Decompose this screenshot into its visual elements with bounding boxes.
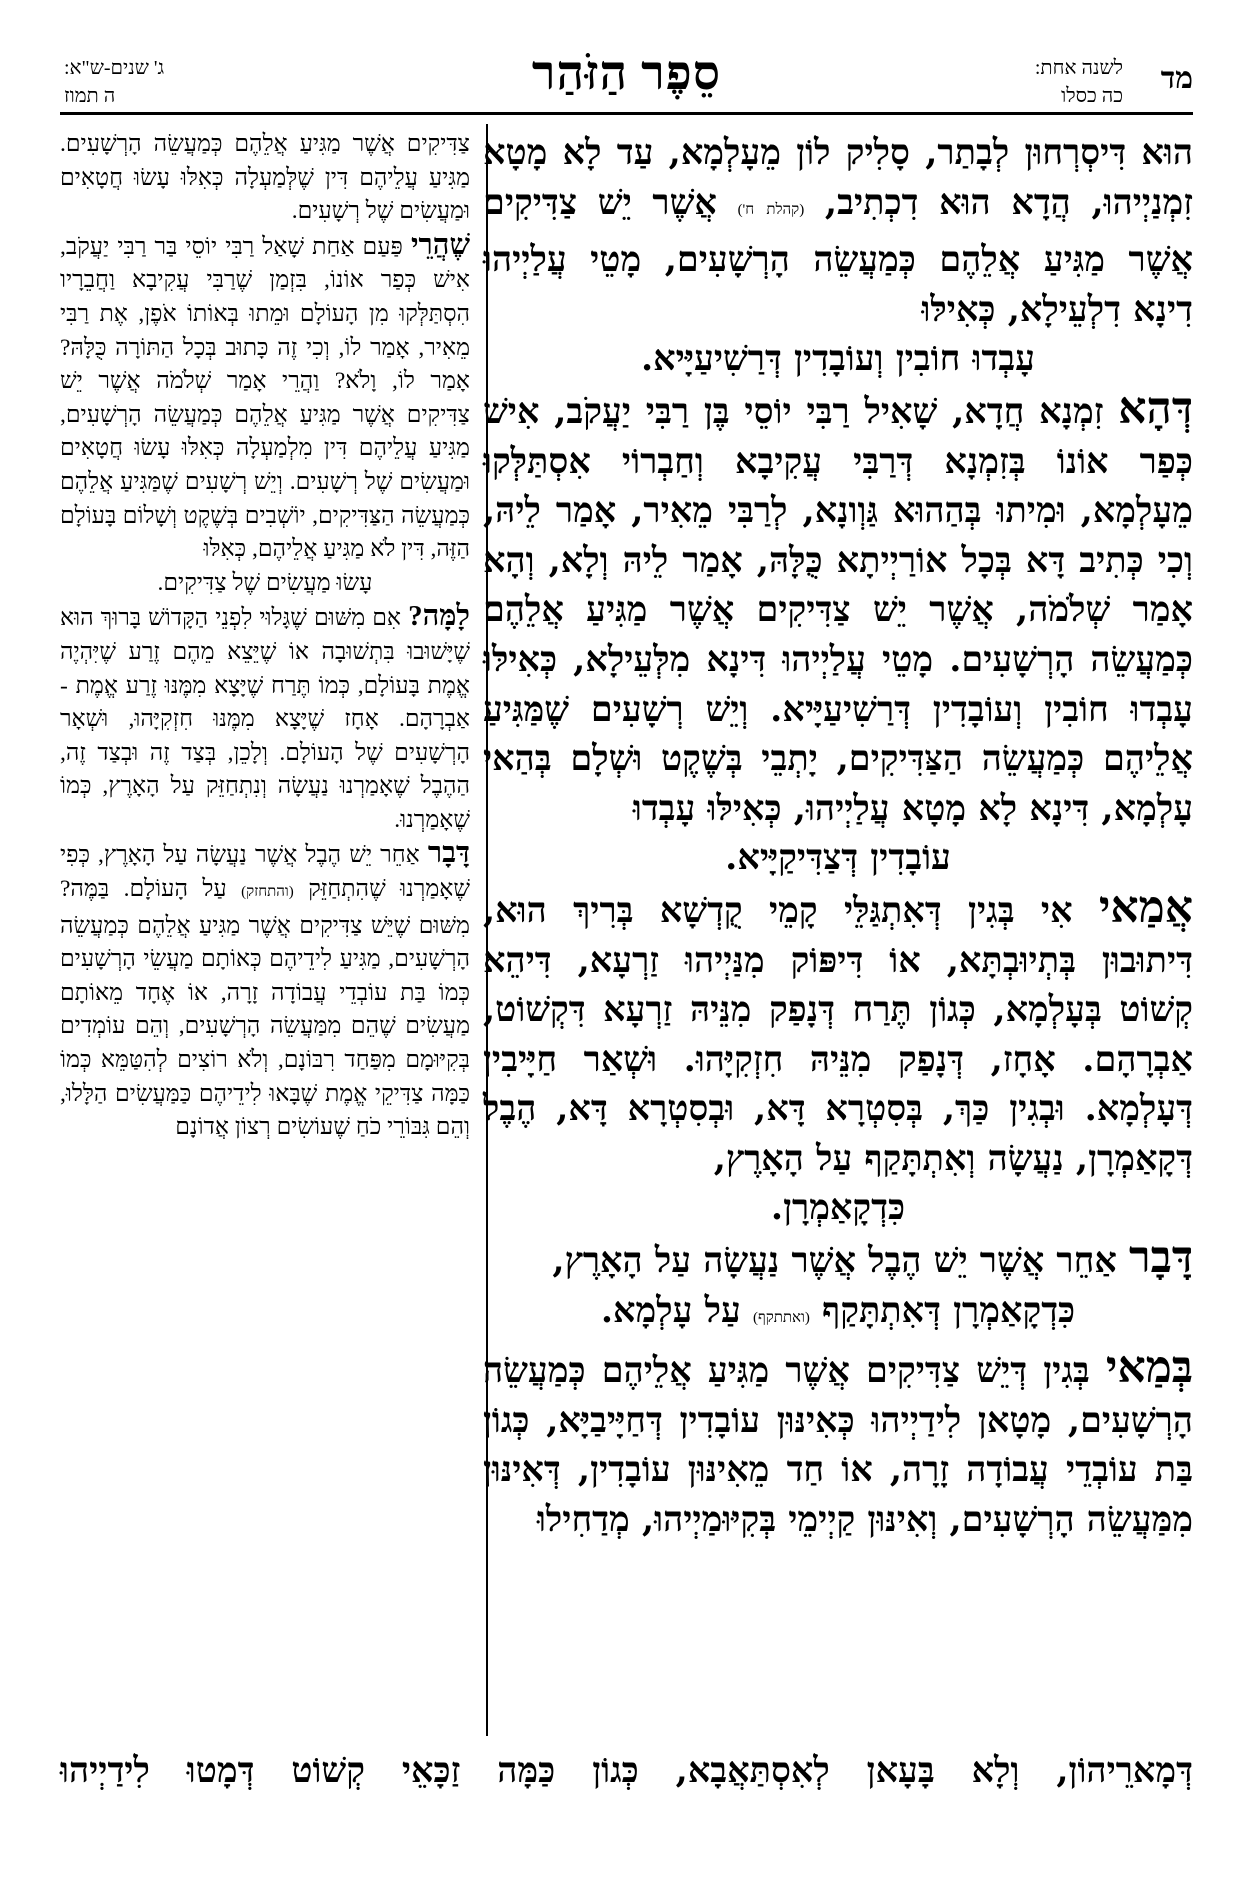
lead-word: דָּבָר bbox=[1129, 1232, 1193, 1284]
lead-word: לָמָּה? bbox=[408, 600, 470, 633]
side-text: עַל הָעוֹלָם. בַּמֶּה? מִשּׁוּם שֶׁיֵּשׁ צַדִּיקִים אֲשֶׁר מַגִּיעַ אֲלֵהֶם כְּמַעֲשֵׂה הָרְשָׁעִים, מַגִּיעַ לִידֵיהֶם כְּאוֹתָם מַעֲשֵׂי הָרְשָׁעִים כְּמוֹ בַּת עוֹבְדֵי עֲבוֹדָה זָרָה, אוֹ אֶחָד מֵאוֹתָם מַעֲשִׂים שֶׁהֵם מִמַּעֲשֵׂה הָרְשָׁעִים, וְהֵם עוֹמְדִים בְּקִיּוּמָם מִפַּחַד רִבּוֹנָם, וְלֹא רוֹצִים לְהִטַּמֵּא כְּמוֹ כַּמָּה צַדִּיקֵי אֱמֶת שֶׁבָּאוּ לִידֵיהֶם כַּמַּעֲשִׂים הַלָּלוּ, וְהֵם גִּבּוֹרֵי כֹחַ שֶׁעוֹשִׂים רְצוֹן אֲדוֹנָם bbox=[60, 876, 470, 1141]
schedule-label: לשנה אחת: bbox=[1034, 57, 1123, 79]
schedule-date: כה כסלו bbox=[1061, 85, 1123, 107]
main-paragraph bbox=[483, 128, 1193, 334]
lead-word: שֶׁהֲרֵי bbox=[410, 228, 470, 261]
main-text: אִי בְּגִין דְּאִתְגַּלֵּי קָמֵי קֻדְשָׁא בְּרִיךְ הוּא, דִּיתוּבוּן בְּתְיוּבְתָּא, אוֹ דִּיפּוֹק מִנַּיְיהוּ זַרְעָא, דִּיהֵא קְשׁוֹט בְּעָלְמָא, כְּגוֹן תֶּרַח דְּנָפַק מִנֵּיהּ זַרְעָא דִּקְשׁוֹט, אַבְרָהָם. אָחָז, דְּנָפַק מִנֵּיהּ חִזְקִיָּהוּ. וּשְׁאַר חַיָּיבִין דְּעָלְמָא. וּבְגִין כַּךְ, בְּסִטְרָא דָּא, וּבְסִטְרָא דָּא, הֶבֶל דְּקָאַמְרָן, נַעֲשָׂה וְאִתְתָּקַף עַל הָאָרֶץ, bbox=[483, 889, 1193, 1179]
reading-schedule-three-years bbox=[64, 54, 164, 110]
book-title: סֵפֶר הַזֹּהַר bbox=[531, 47, 722, 100]
verse-reference: (קהלת ח') bbox=[737, 201, 805, 218]
side-paragraph-end: עָשׂוּ מַעֲשִׂים שֶׁל צַדִּיקִים. bbox=[157, 569, 373, 596]
main-text: כִּדְקָאַמְרָן דְּאִתְתָּקַף bbox=[822, 1289, 1076, 1331]
side-paragraph bbox=[60, 229, 470, 567]
main-paragraph-end: עָבְדוּ חוֹבִין וְעוֹבָדִין דְּרַשִׁיעַיָּיא. bbox=[641, 338, 1035, 380]
main-paragraph-end: כִּדְקָאַמְרָן. bbox=[770, 1187, 906, 1229]
main-paragraph bbox=[483, 384, 1193, 833]
main-text: עַל עָלְמָא. bbox=[600, 1289, 741, 1331]
schedule-date: ה תמוז bbox=[64, 85, 116, 107]
side-text: אִם מִשּׁוּם שֶׁגָּלוּי לִפְנֵי הַקָּדוֹשׁ בָּרוּךְ הוּא שֶׁיָּשׁוּבוּ בִּתְשׁוּבָה אוֹ שֶׁיֵּצֵא מֵהֶם זֶרַע שֶׁיִּהְיֶה אֱמֶת בָּעוֹלָם, כְּמוֹ תֶּרַח שֶׁיָּצָא מִמֶּנּוּ זֶרַע אֱמֶת - אַבְרָהָם. אָחָז שֶׁיָּצָא מִמֶּנּוּ חִזְקִיָּהוּ, וּשְׁאָר הָרְשָׁעִים שֶׁל הָעוֹלָם. וְלָכֵן, בְּצַד זֶה וּבְצַד זֶה, הַהֶבֶל שֶׁאָמַרְנוּ נַעֲשָׂה וְנִתְחַזֵּק עַל הָאָרֶץ, כְּמוֹ שֶׁאָמַרְנוּ. bbox=[60, 605, 470, 833]
side-text: פַּעַם אַחַת שָׁאַל רַבִּי יוֹסֵי בַּר רַבִּי יַעֲקֹב, אִישׁ כְּפַר אוֹנוֹ, בִּזְמַן שֶׁרַבִּי עֲקִיבָא וַחֲבֵרָיו הִסְתַּלְּקוּ מִן הָעוֹלָם וּמֵתוּ בְּאוֹתוֹ אֹפֶן, אֶת רַבִּי מֵאִיר, אָמַר לוֹ, וְכִי זֶה כָּתוּב בְּכָל הַתּוֹרָה כֻּלָּהּ? אָמַר לוֹ, וָלֹא? וַהֲרֵי אָמַר שְׁלֹמֹה אֲשֶׁר יֵשׁ צַדִּיקִים אֲשֶׁר מַגִּיעַ אֲלֵהֶם כְּמַעֲשֵׂה הָרְשָׁעִים, מַגִּיעַ עֲלֵיהֶם דִּין מִלְמַעְלָה כְּאִלּוּ עָשׂוּ חֲטָאִים וּמַעֲשִׂים שֶׁל רְשָׁעִים. וְיֵשׁ רְשָׁעִים שֶׁמַּגִּיעַ אֲלֵהֶם כְּמַעֲשֵׂה הַצַּדִּיקִים, יוֹשְׁבִים בְּשֶׁקֶט וְשָׁלוֹם בָּעוֹלָם הַזֶּה, דִּין לֹא מַגִּיעַ אֲלֵיהֶם, כְּאִלּוּ bbox=[60, 233, 470, 563]
page-number: מד bbox=[1160, 62, 1193, 95]
lead-word: אֲמַאי bbox=[1098, 881, 1193, 933]
schedule-label: ג' שנים-ש"א: bbox=[64, 57, 165, 79]
side-paragraph bbox=[60, 837, 470, 1144]
lead-word: בְּמַאי bbox=[1105, 1342, 1193, 1394]
main-paragraph bbox=[483, 1343, 1193, 1544]
main-paragraph-end bbox=[483, 1286, 1193, 1344]
lead-word: דְּהָא bbox=[1118, 382, 1194, 434]
side-text: אַחֵר יֵשׁ הֶבֶל אֲשֶׁר נַעֲשָׂה עַל הָאָרֶץ, כְּפִי שֶׁאָמַרְנוּ שֶׁהִתְחַזֵּק bbox=[60, 842, 470, 903]
aramaic-column bbox=[483, 128, 1193, 1545]
variant-reading: (והתחזק) bbox=[241, 884, 294, 901]
main-text: הוּא דִּיסְרְחוּן לְבָתַר, סָלִיק לוֹן מֵעָלְמָא, עַד לָא מָטָא זִמְנַיְיהוּ, הֲדָא הוּא דִכְתִיב, bbox=[483, 132, 1193, 223]
variant-reading: (ואתתקף) bbox=[752, 1309, 810, 1326]
side-paragraph: צַדִּיקִים אֲשֶׁר מַגִּיעַ אֲלֵהֶם כְּמַעֲשֵׂה הָרְשָׁעִים. מַגִּיעַ עֲלֵיהֶם דִּין שֶׁלְּמַעְלָה כְּאִלּוּ עָשׂוּ חֲטָאִים וּמַעֲשִׂים שֶׁל רְשָׁעִים. bbox=[60, 131, 470, 225]
lead-word: דָּבָר bbox=[427, 837, 470, 870]
main-paragraph bbox=[483, 1233, 1193, 1286]
full-width-bottom-line: דְּמָארֵיהוֹן, וְלָא בָּעָאן לְאִסְתַּאֲבָא, כְּגוֹן כַּמָּה זַכָּאֵי קְשׁוֹט דְּמָטוּ לִידַיְיהוּ bbox=[60, 1750, 1193, 1791]
side-paragraph bbox=[60, 600, 470, 837]
main-text: אַחֵר אֲשֶׁר יֵשׁ הֶבֶל אֲשֶׁר נַעֲשָׂה עַל הָאָרֶץ, bbox=[552, 1240, 1117, 1282]
main-text: בְּגִין דְּיֵשׁ צַדִּיקִים אֲשֶׁר מַגִּיעַ אֲלֵיהֶם כְּמַעֲשֵׂה הָרְשָׁעִים, מָטָאן לִידַיְיהוּ כְּאִינּוּן עוֹבָדִין דְּחַיָּיבַיָּא, כְּגוֹן בַּת עוֹבְדֵי עֲבוֹדָה זָרָה, אוֹ חַד מֵאִינּוּן עוֹבָדִין, דְּאִינּוּן מִמַּעֲשֵׂה הָרְשָׁעִים, וְאִינּוּן קַיְימֵי בְּקִיּוּמַיְיהוּ, מְדַחִילוּ bbox=[483, 1350, 1193, 1541]
main-text: זִמְנָא חֲדָא, שָׁאִיל רַבִּי יוֹסֵי בֶּן רַבִּי יַעֲקֹב, אִישׁ כְּפַר אוֹנוֹ בְּזִמְנָא דְּרַבִּי עֲקִיבָא וְחַבְרוֹי אִסְתַּלְּקוּ מֵעָלְמָא, וּמִיתוּ בְּהַהוּא גַּוְונָא, לְרַבִּי מֵאִיר, אָמַר לֵיהּ, וְכִי כְּתִיב דָּא בְּכָל אוֹרַיְיתָא כֻּלָּהּ, אָמַר לֵיהּ וְלָא, וְהָא אָמַר שְׁלֹמֹה, אֲשֶׁר יֵשׁ צַדִּיקִים אֲשֶׁר מַגִּיעַ אֲלֵהֶם כְּמַעֲשֵׂה הָרְשָׁעִים. מָטֵי עֲלַיְיהוּ דִּינָא מִלְּעֵילָא, כְּאִילּוּ עָבְדוּ חוֹבִין וְעוֹבָדִין דְּרַשִׁיעַיָּיא. וְיֵשׁ רְשָׁעִים שֶׁמַּגִּיעַ אֲלֵיהֶם כְּמַעֲשֵׂה הַצַּדִּיקִים, יָתְבֵי בְּשֶׁקֶט וּשְׁלָם בְּהַאי עָלְמָא, דִּינָא לָא מָטָא עֲלַיְיהוּ, כְּאִילּוּ עָבְדוּ bbox=[483, 390, 1193, 829]
main-paragraph-end: עוֹבָדִין דְּצַדִּיקַיָּיא. bbox=[725, 837, 951, 879]
header-divider bbox=[60, 112, 1193, 115]
page-header bbox=[60, 40, 1193, 110]
main-paragraph bbox=[483, 883, 1193, 1184]
main-text: אֲשֶׁר יֵשׁ צַדִּיקִים אֲשֶׁר מַגִּיעַ אֲלֵהֶם כְּמַעֲשֵׂה הָרְשָׁעִים, מָטֵי עֲלַיְיהוּ דִינָא דִלְעֵילָא, כְּאִילּוּ bbox=[483, 181, 1193, 330]
hebrew-translation-column bbox=[60, 128, 470, 1145]
